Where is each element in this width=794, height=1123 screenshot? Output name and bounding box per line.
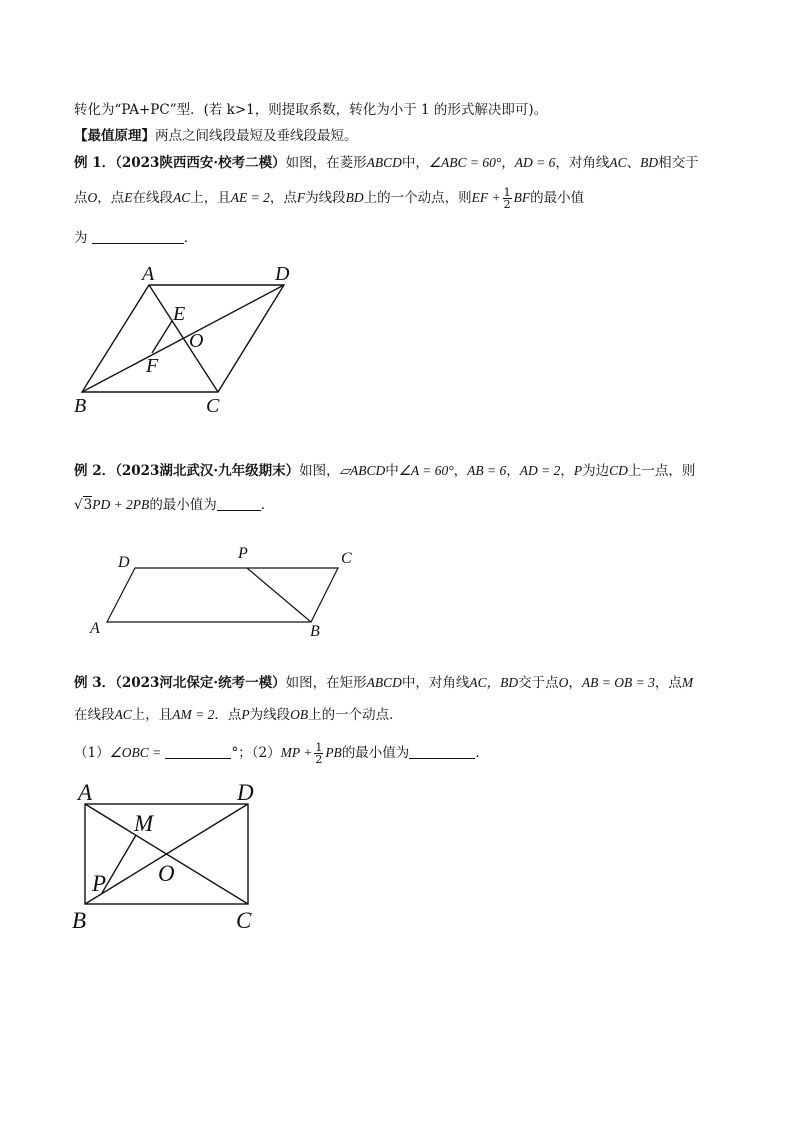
ex1-label: 例 1． (74, 155, 116, 171)
label-d: D (275, 263, 290, 285)
ex2-parallelogram-figure (86, 540, 366, 644)
ex3-ob: OB (290, 707, 309, 722)
ex3-text: 如图，在矩形 (285, 675, 367, 691)
ex2-angle: ∠A = 60° (398, 463, 454, 478)
ex1-answer-blank[interactable] (92, 229, 184, 244)
ex1-ac: AC (173, 190, 191, 205)
label-b: B (74, 395, 87, 417)
ex2-parallelogram: ▱ABCD (339, 463, 386, 478)
ex1-text: 上，且 (190, 190, 231, 206)
ex3-angle-obc: ∠OBC = (109, 745, 162, 760)
diagonal-bd (82, 285, 284, 392)
ex2-text: ， (506, 463, 520, 479)
ex2-source: （2023湖北武汉·九年级期末） (115, 463, 300, 479)
label-c: C (206, 395, 220, 417)
ex1-abcd: ABCD (366, 155, 402, 170)
ex1-text: 为 (74, 230, 88, 246)
label-c: C (236, 908, 252, 933)
ex1-ac: AC (609, 155, 627, 170)
label-c: C (341, 550, 352, 567)
ex3-text: 的最小值为 (341, 745, 410, 761)
ex1-text: 相交于 (658, 155, 699, 171)
ex2-text: 如图， (299, 463, 340, 479)
fraction-denominator: 2 (315, 753, 323, 766)
sqrt-radicand: 3 (83, 497, 93, 513)
ex2-label: 例 2． (74, 463, 116, 479)
ex1-text: ，对角线 (555, 155, 610, 171)
ex3-pb: PB (325, 745, 342, 760)
label-e: E (173, 303, 186, 325)
ex3-o: O (558, 675, 569, 690)
ex3-ac: AC (114, 707, 132, 722)
ex1-ad: AD = 6 (514, 155, 556, 170)
ex1-text: ， (501, 155, 515, 171)
label-p: P (92, 871, 107, 896)
ex3-mp: MP + (280, 745, 313, 760)
label-p: P (238, 545, 248, 562)
ex3-fraction (314, 742, 323, 765)
label-d: D (118, 554, 130, 571)
ex2-p: P (573, 463, 583, 478)
ex3-line2 (74, 705, 403, 725)
ex3-label: 例 3． (74, 675, 116, 691)
label-a: A (78, 780, 93, 805)
ex3-am: AM = 2 (172, 707, 215, 722)
ex2-cd: CD (609, 463, 628, 478)
ex3-abcd: ABCD (366, 675, 402, 690)
ex2-text: 上一点，则 (627, 463, 696, 479)
segment-pb (247, 568, 311, 622)
label-d: D (237, 780, 254, 805)
ex3-line3 (74, 742, 489, 765)
ex1-text: 、 (626, 155, 641, 171)
segment-ef (152, 321, 172, 353)
label-f: F (146, 355, 159, 377)
ex2-line1 (74, 461, 695, 481)
label-o: O (189, 330, 204, 352)
ex2-text: 为边 (582, 463, 610, 479)
ex1-text: 为线段 (305, 190, 346, 206)
ex3-text: °； (231, 745, 252, 761)
ex1-bd: BD (640, 155, 659, 170)
ex1-rhombus-figure (66, 256, 316, 420)
ex2-text: 中 (385, 463, 399, 479)
ex1-line3 (74, 228, 197, 248)
ex1-line1 (74, 153, 699, 173)
ex2-ab: AB = 6 (467, 463, 507, 478)
ex3-text: 中，对角线 (401, 675, 470, 691)
ex1-source: （2023陕西西安·校考二模） (115, 155, 286, 171)
ex3-text: 交于点 (518, 675, 559, 691)
fraction-denominator: 2 (503, 198, 511, 211)
principle-text: 两点之间线段最短及垂线段最短。 (155, 128, 358, 144)
ex2-text: ， (560, 463, 574, 479)
ex3-text: ．点 (214, 707, 242, 723)
ex3-answer-blank-1[interactable] (165, 744, 231, 759)
principle-line (74, 126, 358, 146)
fraction-numerator: 1 (503, 186, 511, 199)
sqrt-expression: √3 (74, 497, 93, 513)
ex2-text: ． (260, 497, 275, 513)
ex3-text: 上，且 (131, 707, 173, 723)
label-b: B (72, 908, 87, 933)
ex1-text: 在线段 (132, 190, 173, 206)
ex3-ab: AB = OB = 3 (581, 675, 655, 690)
ex1-text: ，点 (97, 190, 125, 206)
ex3-text: ． (475, 745, 489, 761)
ex3-source: （2023河北保定·统考一模） (115, 675, 286, 691)
ex1-ae: AE = 2 (230, 190, 270, 205)
ex3-text: 上的一个动点． (308, 707, 403, 723)
ex2-answer-blank[interactable] (217, 496, 261, 511)
ex1-bd: BD (345, 190, 364, 205)
ex3-p: P (241, 707, 250, 722)
ex1-fraction (503, 187, 512, 210)
ex2-line2 (74, 495, 274, 515)
label-b: B (310, 623, 320, 640)
segment-mp (102, 835, 136, 893)
label-m: M (134, 811, 154, 836)
ex3-text: 在线段 (74, 707, 115, 723)
ex1-f: F (296, 190, 306, 205)
ex3-answer-blank-2[interactable] (409, 744, 475, 759)
principle-tag: 【最值原理】 (74, 128, 155, 144)
ex1-text: ． (183, 230, 198, 246)
ex3-question-2: （2） (251, 745, 281, 761)
ex1-o: O (87, 190, 98, 205)
ex2-text: ， (453, 463, 468, 479)
ex1-text: 中， (401, 155, 429, 171)
ex3-m: M (681, 675, 694, 690)
ex2-expression: PD + 2PB (92, 497, 150, 512)
ex3-text: 为线段 (249, 707, 291, 723)
ex3-text: ，点 (654, 675, 682, 691)
fraction-numerator: 1 (315, 741, 323, 754)
intro-line (74, 100, 547, 120)
ex1-e: E (124, 190, 133, 205)
ex3-question-1: （1） (74, 745, 110, 761)
ex1-text: 如图，在菱形 (285, 155, 367, 171)
label-a: A (142, 263, 155, 285)
label-o: O (158, 861, 175, 886)
label-a: A (90, 620, 100, 637)
ex1-angle: ∠ABC = 60° (428, 155, 502, 170)
ex1-text: 上的一个动点，则 (363, 190, 472, 206)
ex1-text: ，点 (269, 190, 297, 206)
ex2-text: 的最小值为 (149, 497, 217, 513)
ex1-text: 的最小值 (530, 190, 585, 206)
ex1-line2 (74, 187, 584, 210)
ex1-bf: BF (513, 190, 531, 205)
parallelogram-outline (107, 568, 338, 622)
ex2-ad: AD = 2 (519, 463, 561, 478)
ex1-text: 点 (74, 190, 88, 206)
ex3-text: ， (568, 675, 582, 691)
ex1-ef: EF + (471, 190, 501, 205)
ex3-diagonals: AC，BD (469, 675, 519, 690)
intro-text: 转化为“PA+PC”型．(若 k>1，则提取系数，转化为小于 1 的形式解决即可)。 (74, 102, 548, 118)
ex3-rectangle-figure (70, 778, 270, 938)
ex3-line1 (74, 673, 693, 693)
